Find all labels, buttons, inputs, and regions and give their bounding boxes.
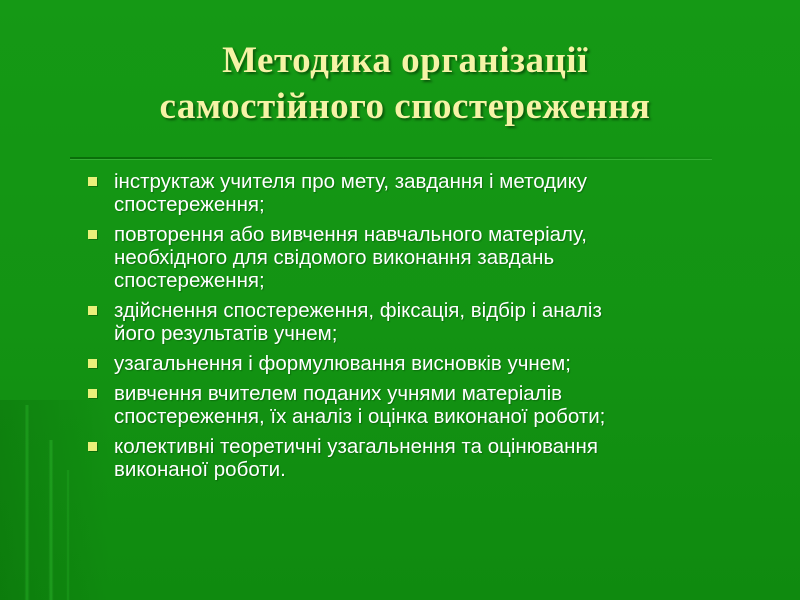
slide-title-line-1: Методика організації xyxy=(222,40,588,81)
slide-title xyxy=(40,38,770,130)
decorative-bar xyxy=(24,405,30,600)
bullet-text-line: спостереження; xyxy=(114,193,265,216)
slide-title-line-2: самостійного спостереження xyxy=(159,86,651,127)
square-bullet-icon xyxy=(88,389,97,398)
bullet-item xyxy=(88,170,778,216)
bullet-text-line: вивчення вчителем поданих учнями матеріалів xyxy=(114,382,563,405)
bullet-text-line: інструктаж учителя про мету, завдання і методику xyxy=(114,170,588,193)
square-bullet-icon xyxy=(88,230,97,239)
bullet-text-line: спостереження, їх аналіз і оцінка виконаної роботи; xyxy=(114,405,606,428)
bullet-item xyxy=(88,223,778,292)
bullet-text-line: узагальнення і формулювання висновків учнем; xyxy=(114,352,571,375)
bullet-item xyxy=(88,299,778,345)
bullet-text-line: його результатів учнем; xyxy=(114,322,338,345)
square-bullet-icon xyxy=(88,306,97,315)
bullet-text-line: здійснення спостереження, фіксація, відбір і аналіз xyxy=(114,299,602,322)
bullet-item xyxy=(88,352,778,375)
bullet-list xyxy=(88,170,778,488)
square-bullet-icon xyxy=(88,359,97,368)
bullet-item xyxy=(88,382,778,428)
square-bullet-icon xyxy=(88,177,97,186)
bullet-text-line: спостереження; xyxy=(114,269,265,292)
square-bullet-icon xyxy=(88,442,97,451)
bullet-text-line: необхідного для свідомого виконання завдань xyxy=(114,246,555,269)
bullet-text-line: повторення або вивчення навчального матеріалу, xyxy=(114,223,587,246)
bullet-item xyxy=(88,435,778,481)
decorative-bar xyxy=(48,440,54,600)
bullet-text-line: виконаної роботи. xyxy=(114,458,286,481)
decorative-bar xyxy=(66,470,70,600)
bullet-text-line: колективні теоретичні узагальнення та оцінювання xyxy=(114,435,598,458)
title-divider xyxy=(70,157,712,159)
